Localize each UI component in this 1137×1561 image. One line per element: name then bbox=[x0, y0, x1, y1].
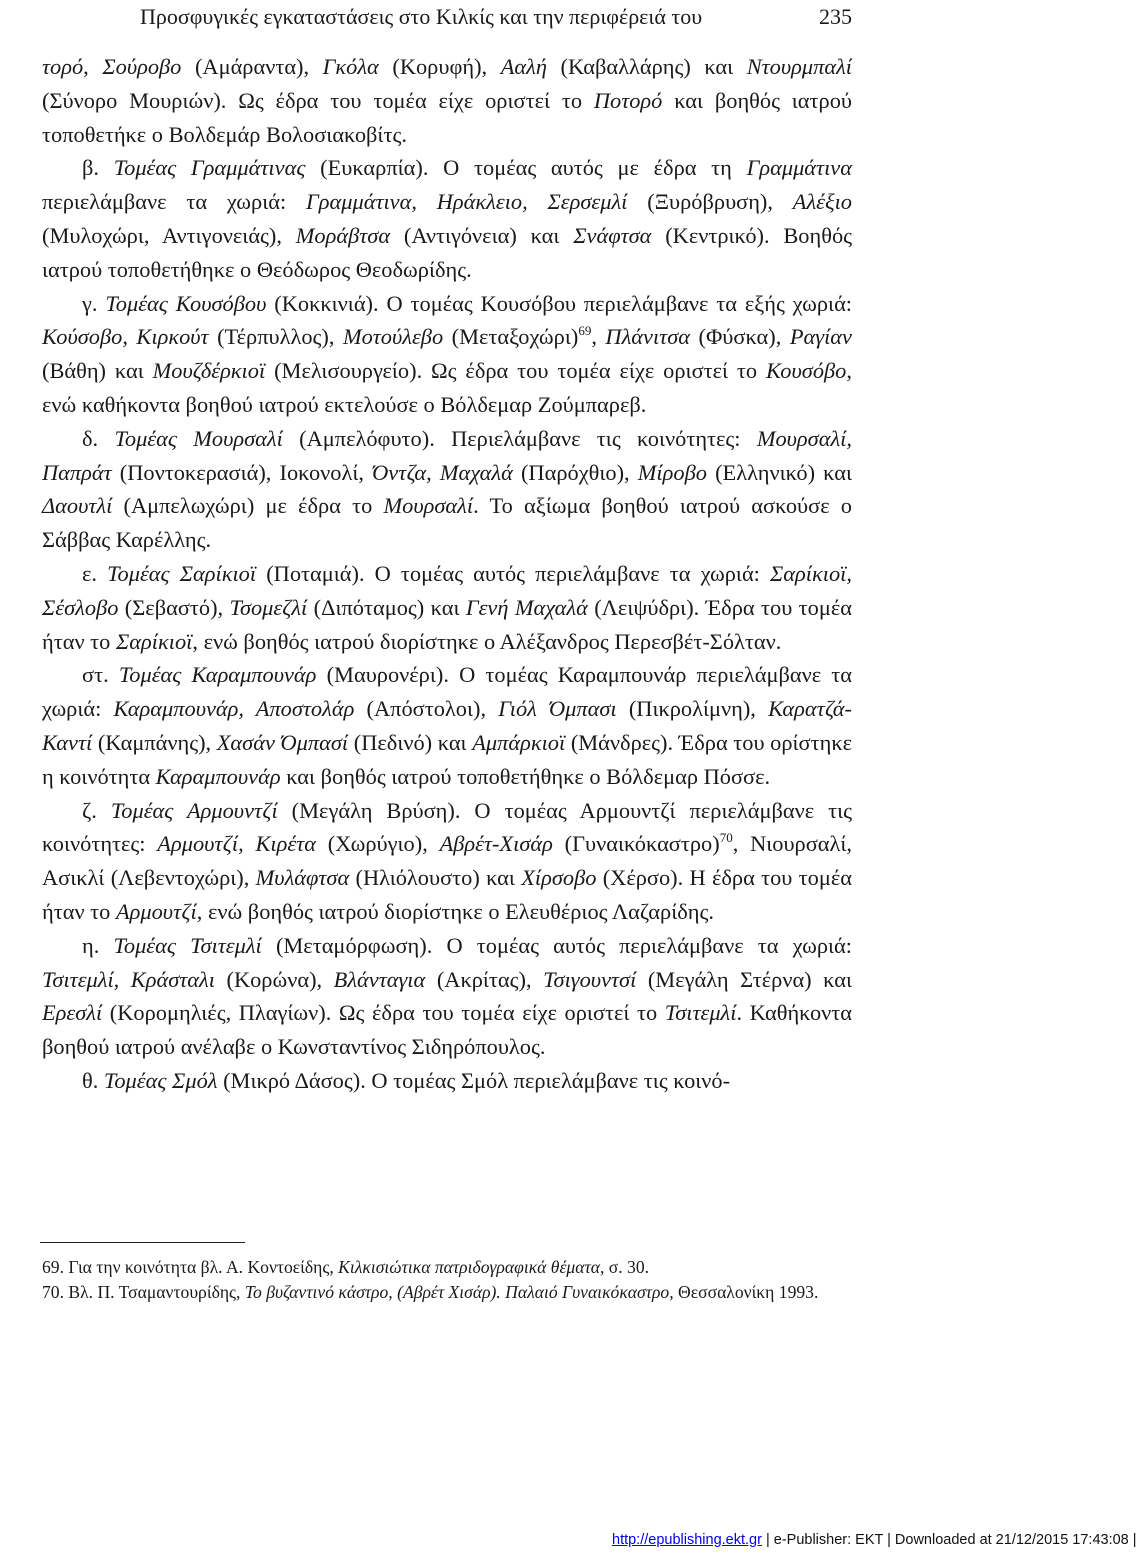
text-run: γ. bbox=[82, 290, 106, 316]
text-run: , ενώ βοηθός ιατρού διορίστηκε ο Αλέξανδρος Περεσβέτ-Σόλταν. bbox=[192, 628, 782, 654]
italic-term: Καραμπουνάρ bbox=[155, 763, 281, 789]
italic-term: Καρατζά-Καντί bbox=[42, 696, 852, 755]
text-run: (Ηλιόλουστο) και bbox=[349, 865, 522, 891]
text-run: (Μεγάλη Βρύση). Ο τομέας Αρμουντζί περιελάμβανε τις κοινότητες: bbox=[42, 797, 852, 857]
italic-term: Χίρσοβο bbox=[521, 865, 597, 891]
text-run: (Χωρύγιο), bbox=[315, 831, 440, 857]
footnote-ref: 70 bbox=[719, 830, 733, 846]
paragraph-6 bbox=[42, 658, 852, 793]
italic-term: Σνάφτσα bbox=[573, 222, 652, 248]
text-run: (Ακρίτας), bbox=[425, 966, 544, 992]
text-run: (Μάνδρες). Έδρα του ορίστηκε η κοινότητα bbox=[42, 729, 853, 789]
text-run: στ. bbox=[82, 662, 119, 688]
text-run: (Σύνορο Μουριών). Ως έδρα του τομέα είχε οριστεί το bbox=[42, 87, 594, 113]
text-run: , Νιουρσαλί, Ασικλί (Λεβεντοχώρι), bbox=[42, 831, 853, 891]
italic-term: Αρμουτζί bbox=[115, 898, 197, 924]
text-run: , ενώ βοηθός ιατρού διορίστηκε ο Ελευθέριος Λαζαρίδης. bbox=[196, 898, 714, 924]
italic-term: Τομέας Μουρσαλί bbox=[114, 425, 283, 451]
italic-term: Γκόλα bbox=[322, 54, 379, 79]
italic-term: Καραμπουνάρ, Αποστολάρ bbox=[113, 696, 355, 722]
text-run: (Ελληνικό) και bbox=[706, 459, 853, 485]
text-run: (Ποταμιά). Ο τομέας αυτός περιελάμβανε τα χωριά: bbox=[256, 560, 770, 586]
text-run: . Καθήκοντα βοηθού ιατρού ανέλαβε ο Κωνσταντίνος Σιδηρόπουλος. bbox=[42, 1000, 853, 1060]
text-run: , σ. 30. bbox=[599, 1257, 650, 1277]
italic-term: Μουζδέρκιοϊ bbox=[152, 358, 266, 384]
text-run: β. bbox=[82, 155, 114, 181]
footnote-ref: 69 bbox=[578, 323, 592, 339]
italic-term: Ραγίαν bbox=[789, 324, 852, 350]
italic-term: Πλάνιτσα bbox=[605, 324, 690, 350]
text-run: και βοηθός ιατρού τοποθετήθηκε ο Βόλδεμαρ Πόσσε. bbox=[280, 763, 771, 789]
italic-term: Γιόλ Όμπασι bbox=[498, 696, 617, 722]
italic-term: Κουσόβο bbox=[766, 358, 847, 384]
text-run: (Φύσκα), bbox=[690, 324, 790, 350]
text-run: θ. bbox=[82, 1067, 104, 1093]
italic-term: Μουρσαλί bbox=[383, 493, 474, 519]
italic-term: Τομέας Σαρίκιοϊ bbox=[107, 560, 257, 586]
text-run: (Πεδινό) και bbox=[348, 729, 473, 755]
italic-term: Κιλκισιώτικα πατριδογραφικά θέματα bbox=[338, 1257, 600, 1277]
paragraph-7 bbox=[42, 794, 852, 929]
text-run: ζ. bbox=[82, 797, 111, 823]
text-run: (Πικρολίμνη), bbox=[616, 696, 769, 722]
text-run: (Χέρσο). Η έδρα του τομέα ήταν το bbox=[42, 865, 853, 924]
text-run: περιελάμβανε τα χωριά: bbox=[42, 189, 306, 215]
italic-term: Τσιτεμλί bbox=[664, 1000, 737, 1026]
text-run: (Τέρπυλλος), bbox=[208, 324, 343, 350]
text-run: δ. bbox=[82, 425, 115, 451]
italic-term: Ντουρμπαλί bbox=[746, 54, 853, 79]
italic-term: Δαουτλί bbox=[42, 493, 113, 519]
footer-text: | e-Publisher: EKT | Downloaded at 21/12/2015 17:43:08 | bbox=[761, 1532, 1137, 1548]
paragraph-5 bbox=[42, 557, 852, 658]
text-run: (Μικρό Δάσος). Ο τομέας Σμόλ περιελάμβανε τις κοινό- bbox=[217, 1067, 731, 1093]
text-run: (Αντιγόνεια) και bbox=[390, 222, 574, 248]
text-run: , bbox=[591, 324, 606, 350]
text-run: (Ευκαρπία). Ο τομέας αυτός με έδρα τη bbox=[305, 155, 747, 181]
text-run: (Κορομηλιές, Πλαγίων). Ως έδρα του τομέα είχε οριστεί το bbox=[102, 1000, 665, 1026]
text-run: (Διπόταμος) και bbox=[307, 594, 466, 620]
text-run: , ενώ καθήκοντα βοηθού ιατρού εκτελούσε ο Βόλδεμαρ Ζούμπαρεβ. bbox=[42, 358, 852, 417]
italic-term: Μυλάφτσα bbox=[255, 865, 350, 891]
italic-term: Σαρίκιοϊ bbox=[115, 628, 193, 654]
italic-term: Τομέας Αρμουντζί bbox=[110, 797, 278, 823]
italic-term: Τομέας Γραμμάτινας bbox=[113, 155, 306, 181]
italic-term: Αρμουτζί, Κιρέτα bbox=[157, 831, 316, 857]
text-run: ε. bbox=[82, 560, 108, 586]
italic-term: Μουρσαλί, Παπράτ bbox=[42, 425, 852, 485]
paragraph-9 bbox=[42, 1064, 852, 1098]
page-number: 235 bbox=[819, 4, 852, 29]
text-run: (Μυλοχώρι, Αντιγονειάς), bbox=[42, 222, 296, 248]
italic-term: Μίροβο bbox=[637, 459, 707, 485]
italic-term: Τομέας Κουσόβου bbox=[105, 290, 267, 316]
download-footer bbox=[612, 1532, 1137, 1548]
text-run: (Κορώνα), bbox=[214, 966, 334, 992]
italic-term: Γενή Μαχαλά bbox=[465, 594, 588, 620]
italic-term: Αβρέτ-Χισάρ bbox=[439, 831, 553, 857]
epublishing-link[interactable]: http://epublishing.ekt.gr bbox=[612, 1532, 762, 1548]
italic-term: Ααλή bbox=[500, 54, 547, 79]
italic-term: Μοτούλεβο bbox=[342, 324, 444, 350]
text-run: (Αμπελωχώρι) με έδρα το bbox=[112, 493, 384, 519]
text-run: (Ξυρόβρυση), bbox=[627, 189, 793, 215]
text-run: (Κορυφή), bbox=[378, 54, 501, 79]
italic-term: Χασάν Όμπασί bbox=[216, 729, 349, 755]
paragraph-1 bbox=[42, 50, 852, 151]
text-run: (Παρόχθιο), bbox=[512, 459, 638, 485]
running-header bbox=[140, 4, 852, 30]
text-run: η. bbox=[82, 932, 114, 958]
text-run: (Καμπάνης), bbox=[92, 729, 217, 755]
italic-term: Τσιγουντσί bbox=[543, 966, 637, 992]
footnote-2 bbox=[42, 1280, 852, 1305]
italic-term: Αμπάρκιοϊ bbox=[472, 729, 566, 755]
italic-term: Το βυζαντινό κάστρο, (Αβρέτ Χισάρ). Παλαιό Γυναικόκαστρο, bbox=[244, 1282, 674, 1302]
paragraph-4 bbox=[42, 422, 852, 557]
text-run: 70. Βλ. Π. Τσαμαντουρίδης, bbox=[42, 1282, 245, 1302]
italic-term: Τομέας Τσιτεμλί bbox=[113, 932, 262, 958]
text-run: (Αμπελόφυτο). Περιελάμβανε τις κοινότητες: bbox=[282, 425, 757, 451]
paragraph-2 bbox=[42, 151, 852, 286]
body-text bbox=[42, 50, 852, 1098]
italic-term: Ποτορό bbox=[593, 87, 663, 113]
italic-term: Τσιτεμλί, Κράσταλι bbox=[42, 966, 215, 992]
text-run: , bbox=[83, 54, 103, 79]
text-run: (Μαυρονέρι). Ο τομέας Καραμπουνάρ περιελάμβανε τα χωριά: bbox=[42, 662, 852, 722]
text-run: (Μεγάλη Στέρνα) και bbox=[636, 966, 852, 992]
italic-term: τορό bbox=[42, 54, 84, 79]
text-run: (Σεβαστό), bbox=[118, 594, 230, 620]
text-run: 69. Για την κοινότητα βλ. Α. Κοντοείδης, bbox=[42, 1257, 339, 1277]
italic-term: Τομέας Καραμπουνάρ bbox=[118, 662, 317, 688]
footnote-1 bbox=[42, 1255, 852, 1280]
italic-term: Μοράβτσα bbox=[295, 222, 391, 248]
text-run: . Το αξίωμα βοηθού ιατρού ασκούσε ο Σάββας Καρέλλης. bbox=[42, 493, 852, 553]
italic-term: Σούροβο bbox=[102, 54, 182, 79]
italic-term: Αλέξιο bbox=[792, 189, 852, 215]
italic-term: Τομέας Σμόλ bbox=[103, 1067, 218, 1093]
italic-term: Γραμμάτινα, Ηράκλειο, Σερσεμλί bbox=[305, 189, 628, 215]
italic-term: Τσομεζλί bbox=[229, 594, 308, 620]
paragraph-3 bbox=[42, 287, 852, 422]
text-run: (Απόστολοι), bbox=[354, 696, 499, 722]
italic-term: Ερεσλί bbox=[42, 1000, 103, 1026]
text-run: (Μεταξοχώρι) bbox=[443, 324, 579, 350]
text-run: (Καβαλλάρης) και bbox=[546, 54, 747, 79]
text-run: (Λειψύδρι). Έδρα του τομέα ήταν το bbox=[42, 594, 853, 654]
paragraph-8 bbox=[42, 929, 852, 1064]
text-run: Θεσσαλονίκη 1993. bbox=[673, 1282, 819, 1302]
text-run: (Μεταμόρφωση). Ο τομέας αυτός περιελάμβανε τα χωριά: bbox=[261, 932, 853, 958]
italic-term: Όντζα, Μαχαλά bbox=[372, 459, 513, 485]
text-run: (Βάθη) και bbox=[42, 358, 153, 384]
italic-term: Βλάνταγια bbox=[333, 966, 426, 992]
text-run: (Ποντοκερασιά), Ιοκονολί, bbox=[111, 459, 373, 485]
text-run: και βοηθός ιατρού τοποθετήκε ο Βολδεμάρ Βολοσιακοβίτς. bbox=[42, 87, 852, 147]
italic-term: Γραμμάτινα bbox=[746, 155, 852, 181]
text-run: (Αμάραντα), bbox=[181, 54, 323, 79]
text-run: (Γυναικόκαστρο) bbox=[552, 831, 720, 857]
italic-term: Κούσοβο, Κιρκούτ bbox=[42, 324, 209, 350]
footnotes bbox=[42, 1255, 852, 1305]
footnote-divider bbox=[40, 1242, 245, 1243]
italic-term: Σαρίκιοϊ, Σέσλοβο bbox=[42, 560, 852, 620]
running-title: Προσφυγικές εγκαταστάσεις στο Κιλκίς και την περιφέρειά του bbox=[140, 4, 703, 29]
text-run: (Κοκκινιά). Ο τομέας Κουσόβου περιελάμβανε τα εξής χωριά: bbox=[266, 290, 853, 316]
text-run: (Κεντρικό). Βοηθός ιατρού τοποθετήθηκε ο Θεόδωρος Θεοδωρίδης. bbox=[42, 222, 853, 282]
text-run: (Μελισουργείο). Ως έδρα του τομέα είχε οριστεί το bbox=[265, 358, 767, 384]
